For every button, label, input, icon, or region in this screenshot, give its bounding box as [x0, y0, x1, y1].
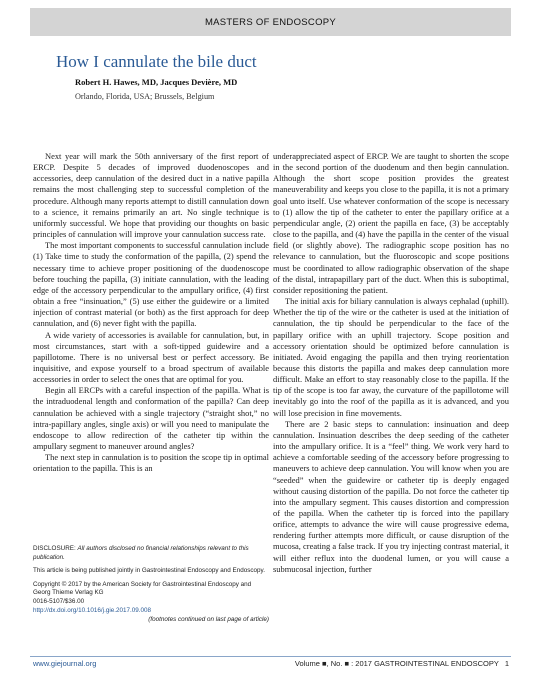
footnotes-continued: (footnotes continued on last page of article) [148, 616, 269, 624]
body-paragraph: The initial axis for biliary cannulation is always cephalad (uphill). Whether the tip of the wire or the catheter is used at the initiation of cannulation, the tip should be perpendicular to the face of the papillary orifice with an uphill trajectory. Scope position and accessory orientation should be optimized before cannulation is initiated. Avoid engaging the papilla and then trying reorientation because this distorts the papilla and makes deep cannulation more difficult. Make an effort to stay reasonably close to the papilla. If the tip of the scope is too far away, the curvature of the papillotome will inevitably go into the roof of the papilla as it is advanced, and you will lose precision in fine movements. [273, 296, 509, 418]
joint-publication-note: This article is being published jointly in Gastrointestinal Endoscopy and Endoscopy. [33, 567, 265, 575]
article-authors: Robert H. Hawes, MD, Jacques Devière, MD [75, 77, 238, 87]
journal-issue-info: Volume ■, No. ■ : 2017 GASTROINTESTINAL ENDOSCOPY 1 [294, 659, 509, 668]
body-paragraph: There are 2 basic steps to cannulation: insinuation and deep cannulation. Insinuation describes the deep seeding of the catheter into the ampullary orifice. It is a “feel” thing. We work very hard to achieve a comfortable seeding of the accessory before progressing to maneuvers to achieve deep cannulation. You will know when you are “seeded” when the guidewire or catheter tip is deeply engaged without causing distortion of the papilla. Do not force the catheter tip into the ampullary segment. This causes distortion and compression of the papilla. When the catheter tip is forced into the papillary orifice, attempts to advance the wire will cause progressive edema, rendering further attempts more difficult, or cause disruption of the mucosa, creating a false track. If you try injecting contrast material, it will either reflux into the duodenal lumen, or you will cause a submucosal injection, further [273, 418, 509, 574]
body-paragraph: The next step in cannulation is to position the scope tip in optimal orientation to the papilla. This is an [33, 452, 269, 474]
disclosure-text: All authors disclosed no financial relationships relevant to this publication. [33, 545, 249, 561]
copyright-text: Copyright © 2017 by the American Society for Gastrointestinal Endoscopy and Georg Thieme Verlag KG [33, 580, 252, 597]
body-paragraph: A wide variety of accessories is available for cannulation, but, in most circumstances, start with a soft-tipped guidewire and a papillotome. There is no universal best or perfect accessory. Be inquisitive, and expose yourself to a broad spectrum of available accessories in order to select the ones that are optimal for you. [33, 329, 269, 385]
left-column [33, 151, 269, 475]
journal-website-link[interactable]: www.giejournal.org [33, 659, 97, 668]
body-paragraph: Begin all ERCPs with a careful inspection of the papilla. What is the intraduodenal length and conformation of the papilla? Can deep cannulation be achieved with a single trajectory (“straight shot,” no intra-papillary angles, single axis) or will you need to manipulate the endoscope to allow redirection of the catheter tip within the ampullary segment to maneuver around angles? [33, 385, 269, 452]
doi-link[interactable]: http://dx.doi.org/10.1016/j.gie.2017.09.008 [33, 606, 151, 614]
article-notes [33, 545, 269, 625]
body-paragraph-continued: underappreciated aspect of ERCP. We are taught to shorten the scope in the second portion of the duodenum and then begin cannulation. Although the short scope position provides the greatest maneuverability and keeps you close to the papilla, it is not a primary goal unto itself. Use whatever conformation of the scope is necessary to (1) allow the tip of the catheter to enter the papillary orifice at a perpendicular angle, (2) orient the papilla en face, (3) be acceptably close to the papilla, and (4) have the papilla in the center of the visual field (or slightly above). The radiographic scope position has no relevance to cannulation, but the fluoroscopic and scope positions must be coordinated to allow radiographic observation of the shape of the distal, intrapapillary part of the duct. When this is suboptimal, consider repositioning the patient. [273, 151, 509, 295]
body-paragraph: Next year will mark the 50th anniversary of the first report of ERCP. Despite 5 decades of improved duodenoscopes and accessories, deep cannulation of the desired duct in a native papilla remains the most challenging step to successful completion of the procedure. Although many reports attempt to distill cannulation down to a science, it remains primarily an art. No single technique is uniformly successful. We hope that providing our thoughts on basic principles of cannulation will improve your cannulation success rate. [33, 151, 269, 240]
page-number: 1 [504, 659, 509, 668]
right-column [273, 151, 509, 575]
body-paragraph: The most important components to successful cannulation include (1) Take time to study the conformation of the papilla, (2) spend the necessary time to achieve proper positioning of the duodenoscope before touching the papilla, (3) initiate cannulation, with the leading edge of the accessory perpendicular to the ampullary orifice, (4) first obtain a free “insinuation,” (5) use either the guidewire or a limited injection of contrast material (or both) as the first approach for deep cannulation, and (6) never fight with the papilla. [33, 240, 269, 329]
section-header-band [30, 8, 511, 36]
number-label: No. [330, 659, 343, 668]
article-affiliation: Orlando, Florida, USA; Brussels, Belgium [75, 92, 215, 101]
volume-label: Volume [294, 659, 320, 668]
number-value: ■ [344, 659, 350, 668]
article-title: How I cannulate the bile duct [56, 52, 257, 71]
issn-text: 0016-5107/$36.00 [33, 597, 85, 605]
journal-name: GASTROINTESTINAL ENDOSCOPY [374, 659, 499, 668]
journal-year: 2017 [355, 659, 372, 668]
disclosure-note [33, 545, 269, 562]
footer-rule [30, 656, 511, 657]
disclosure-label: DISCLOSURE: [33, 545, 76, 552]
copyright-block [33, 581, 269, 625]
section-label: MASTERS OF ENDOSCOPY [204, 16, 337, 28]
volume-value: ■ [322, 659, 327, 668]
